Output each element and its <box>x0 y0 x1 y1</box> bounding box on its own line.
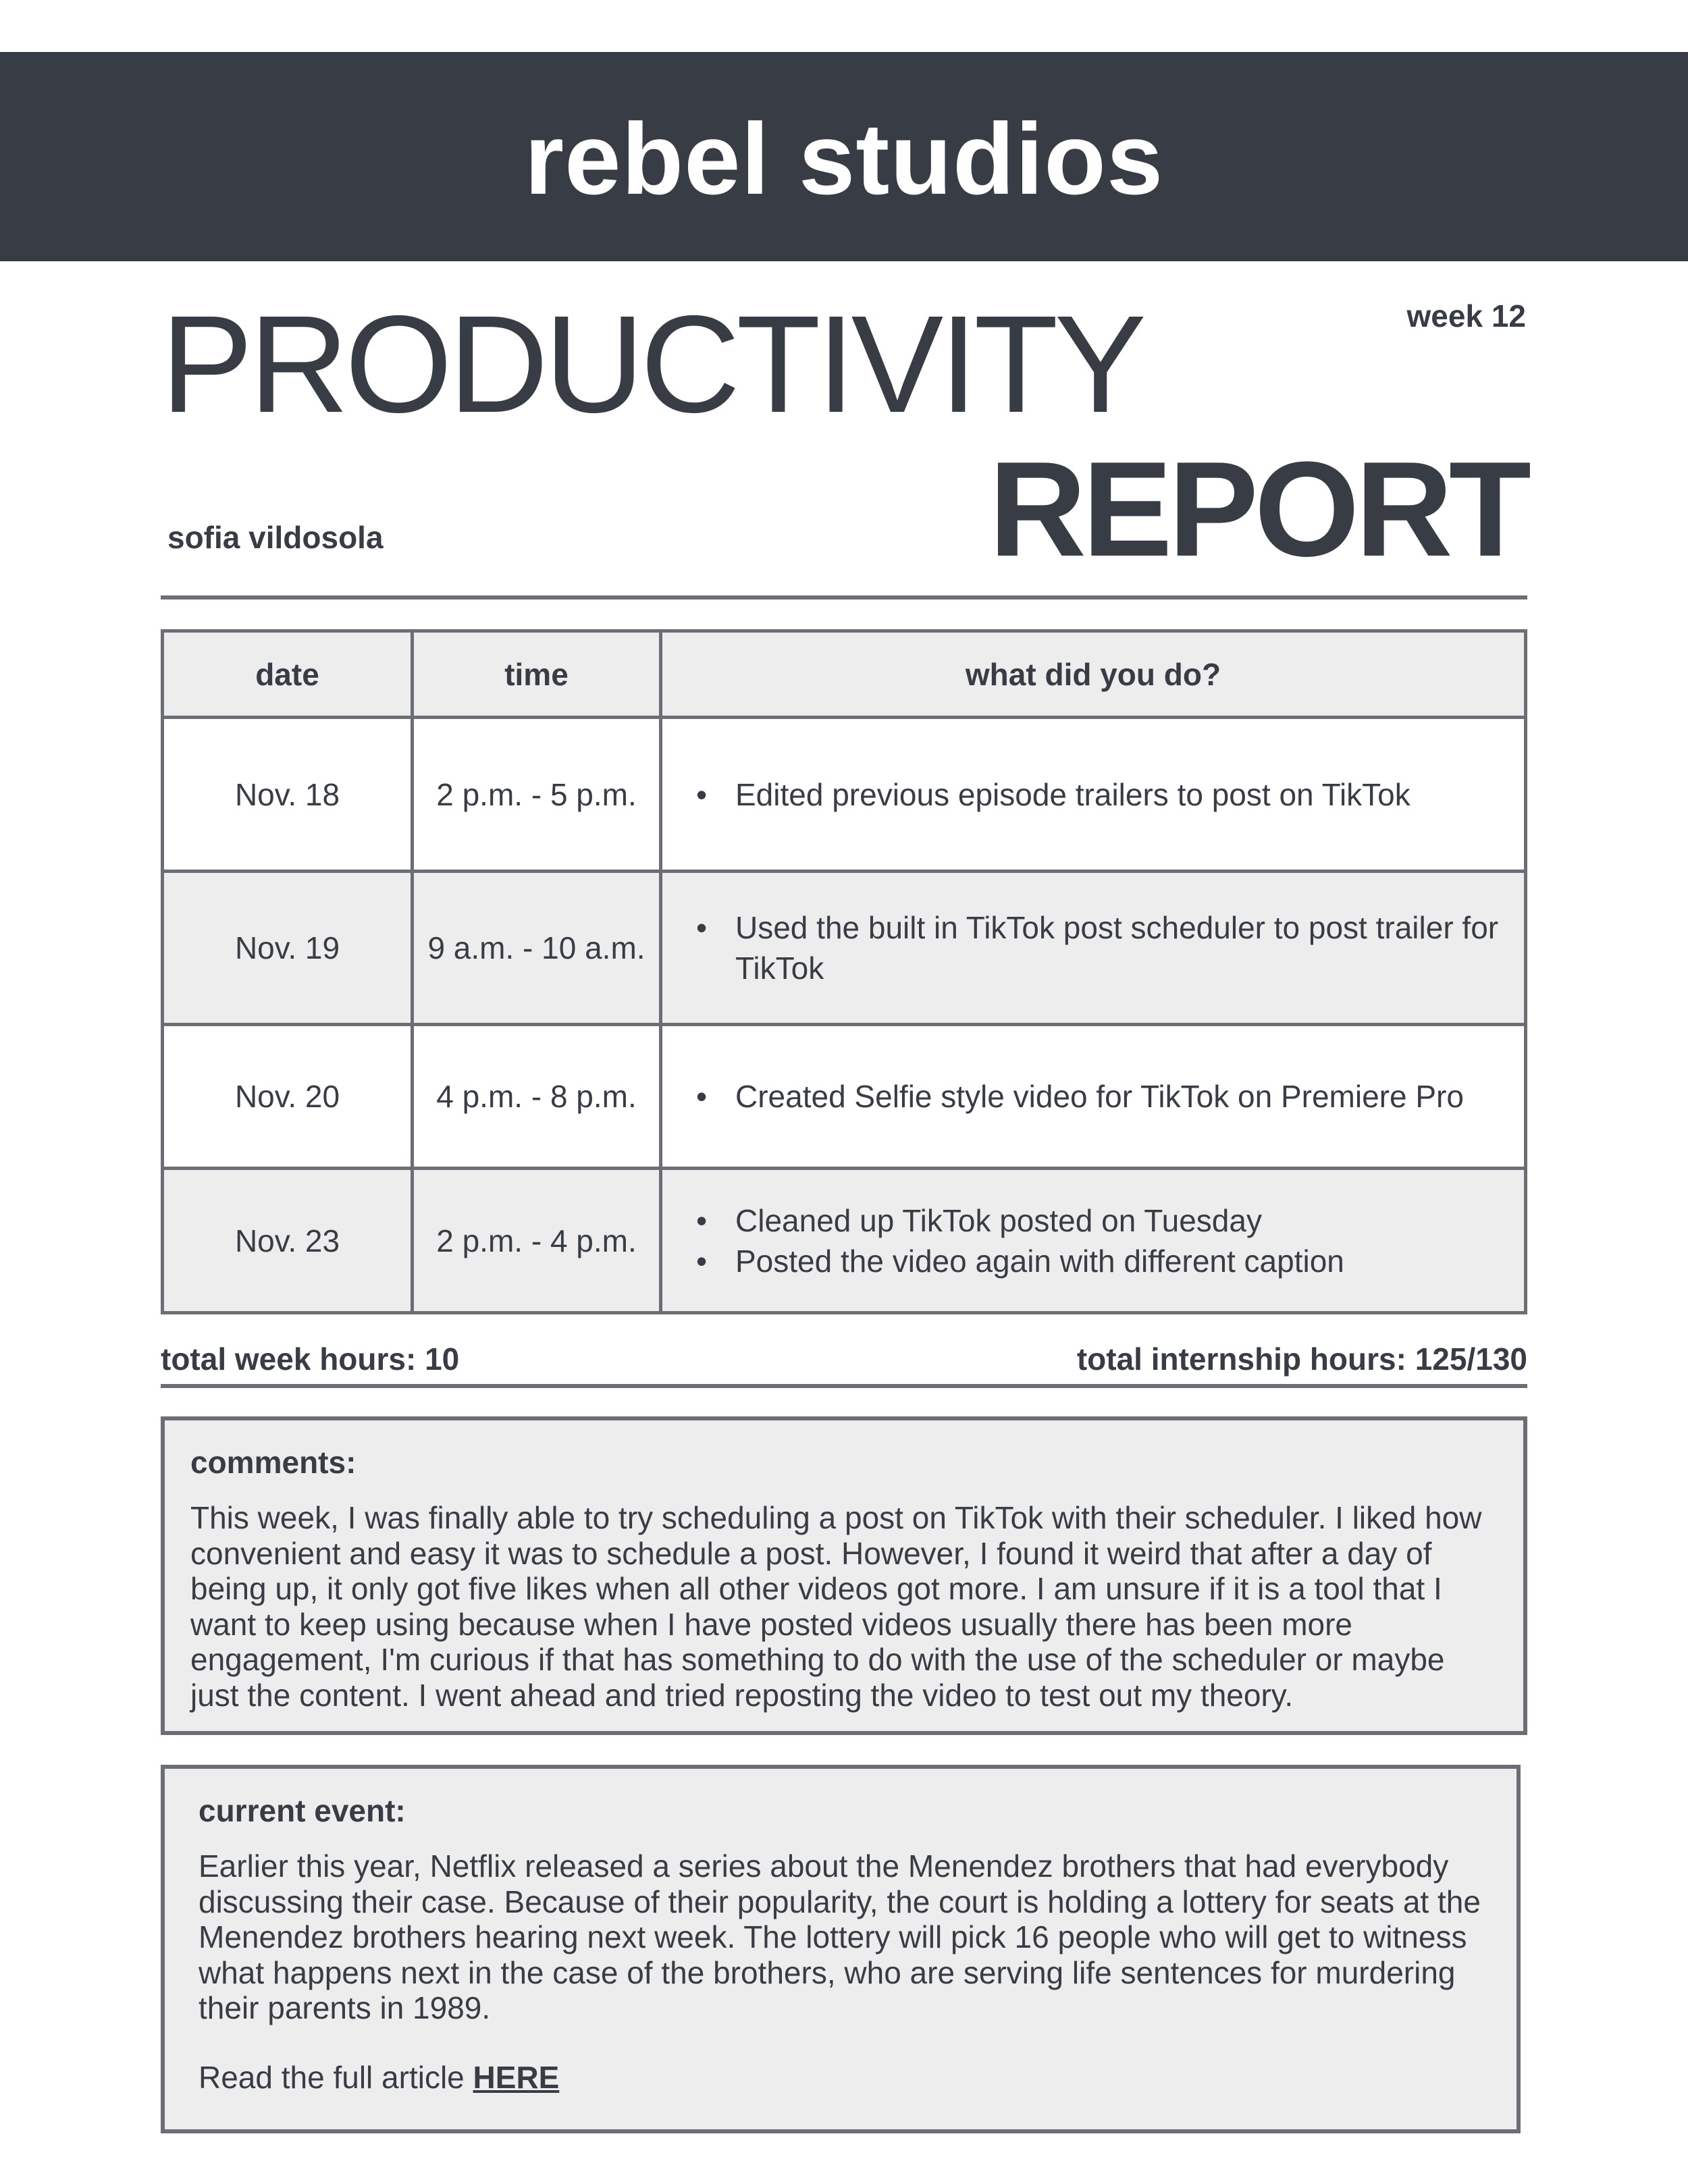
comments-box <box>161 1416 1527 1735</box>
week-label: week 12 <box>1406 298 1526 334</box>
author-name: sofia vildosola <box>167 520 384 555</box>
column-header-date: date <box>163 631 413 718</box>
brand-title: rebel studios <box>524 102 1164 215</box>
row-tasks <box>661 1169 1526 1313</box>
read-more-text: Read the full article <box>199 2059 465 2095</box>
task-list <box>696 907 1524 988</box>
row-tasks <box>661 872 1526 1025</box>
table-row <box>163 1169 1526 1313</box>
article-link[interactable]: HERE <box>473 2059 560 2095</box>
row-time: 2 p.m. - 5 p.m. <box>413 718 661 872</box>
table-row <box>163 1025 1526 1169</box>
task-list <box>696 1200 1524 1281</box>
row-tasks <box>661 718 1526 872</box>
current-event-text: Earlier this year, Netflix released a series about the Menendez brothers that had everybody discussing their case. Because of their popularity, the court is holding a lottery for seats at the Menendez brothers hearing next week. The lottery will pick 16 people who will get to witness what happens next in the case of the brothers, who are serving life sentences for murdering their parents in 1989. <box>199 1848 1481 2025</box>
totals-divider <box>161 1384 1527 1388</box>
row-time: 9 a.m. - 10 a.m. <box>413 872 661 1025</box>
report-title-productivity: PRODUCTIVITY <box>161 287 1143 442</box>
table-row <box>163 718 1526 872</box>
task-list <box>696 1076 1524 1117</box>
total-week-hours: total week hours: 10 <box>161 1341 460 1377</box>
read-more-line <box>199 2058 1494 2096</box>
column-header-time: time <box>413 631 661 718</box>
total-internship-hours: total internship hours: 125/130 <box>1076 1341 1527 1377</box>
current-event-box <box>161 1765 1521 2133</box>
activity-log-table <box>161 629 1527 1314</box>
report-title-report: REPORT <box>988 434 1527 585</box>
task-item: • Created Selfie style video for TikTok on Premiere Pro <box>696 1076 1524 1117</box>
table-header-row <box>163 631 1526 718</box>
row-time: 2 p.m. - 4 p.m. <box>413 1169 661 1313</box>
row-date: Nov. 18 <box>163 718 413 872</box>
row-date: Nov. 20 <box>163 1025 413 1169</box>
comments-heading: comments: <box>190 1445 357 1480</box>
current-event-heading: current event: <box>199 1793 406 1828</box>
task-item: • Edited previous episode trailers to post on TikTok <box>696 774 1524 815</box>
task-list <box>696 774 1524 815</box>
header-divider <box>161 595 1527 600</box>
task-item: • Used the built in TikTok post scheduler to post trailer for TikTok <box>696 907 1524 988</box>
row-date: Nov. 23 <box>163 1169 413 1313</box>
comments-text: This week, I was finally able to try scheduling a post on TikTok with their scheduler. I liked how convenient and easy it was to schedule a post. However, I found it weird that after a day of being up, it only got five likes when all other videos got more. I am unsure if it is a tool that I want to keep using because when I have posted videos usually there has been more engagement, I'm curious if that has something to do with the use of the scheduler or maybe just the content. I went ahead and tried reposting the video to test out my theory. <box>190 1500 1482 1713</box>
row-tasks <box>661 1025 1526 1169</box>
row-date: Nov. 19 <box>163 872 413 1025</box>
task-item: • Cleaned up TikTok posted on Tuesday <box>696 1200 1524 1241</box>
column-header-activity: what did you do? <box>661 631 1526 718</box>
row-time: 4 p.m. - 8 p.m. <box>413 1025 661 1169</box>
task-item: • Posted the video again with different caption <box>696 1241 1524 1281</box>
table-row <box>163 872 1526 1025</box>
